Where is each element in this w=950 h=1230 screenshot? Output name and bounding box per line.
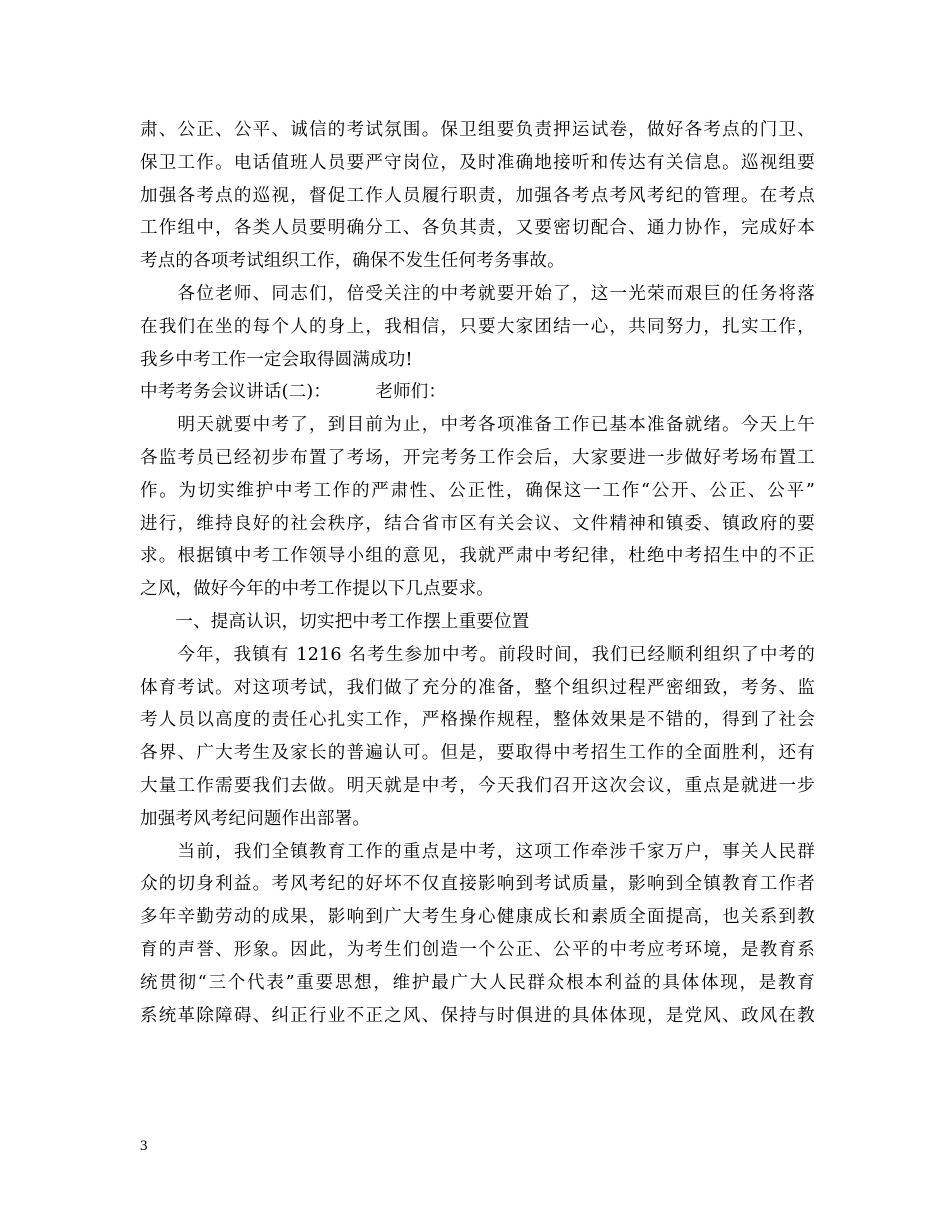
text-line: 保卫工作。电话值班人员要严守岗位，及时准确地接听和传达有关信息。巡视组要 bbox=[140, 152, 815, 173]
text-line: 当前，我们全镇教育工作的重点是中考，这项工作牵涉千家万户，事关人民群 bbox=[140, 841, 815, 862]
text-line: 系统革除障碍、纠正行业不正之风、保持与时俱进的具体体现，是党风、政风在教 bbox=[140, 1005, 815, 1026]
text-line: 作。为切实维护中考工作的严肃性、公正性，确保这一工作“公开、公正、公平” bbox=[140, 480, 815, 501]
paragraph-5 bbox=[140, 836, 815, 1033]
text-line: 之风，做好今年的中考工作提以下几点要求。 bbox=[140, 579, 494, 600]
page-number: 3 bbox=[140, 1138, 148, 1154]
text-line: 一、提高认识，切实把中考工作摆上重要位置 bbox=[140, 611, 530, 632]
text-line: 工作组中，各类人员要明确分工、各负其责，又要密切配合、通力协作，完成好本 bbox=[140, 218, 815, 239]
document-body bbox=[140, 114, 815, 1032]
text-line: 今年，我镇有 1216 名考生参加中考。前段时间，我们已经顺利组织了中考的 bbox=[140, 644, 815, 665]
text-line: 在我们在坐的每个人的身上，我相信，只要大家团结一心，共同努力，扎实工作， bbox=[140, 316, 815, 337]
text-line: 中考考务会议讲话(二)： 老师们： bbox=[140, 382, 447, 403]
text-line: 明天就要中考了，到目前为止，中考各项准备工作已基本准备就绪。今天上午 bbox=[140, 415, 815, 436]
text-line: 大量工作需要我们去做。明天就是中考，今天我们召开这次会议，重点是就进一步 bbox=[140, 775, 815, 796]
paragraph-4 bbox=[140, 639, 815, 836]
text-line: 加强各考点的巡视，督促工作人员履行职责，加强各考点考风考纪的管理。在考点 bbox=[140, 185, 815, 206]
text-line: 体育考试。对这项考试，我们做了充分的准备，整个组织过程严密细致，考务、监 bbox=[140, 677, 815, 698]
text-line: 统贯彻“三个代表”重要思想，维护最广大人民群众根本利益的具体体现，是教育 bbox=[140, 972, 815, 993]
section-heading bbox=[140, 376, 815, 409]
text-line: 进行，维持良好的社会秩序，结合省市区有关会议、文件精神和镇委、镇政府的要 bbox=[140, 513, 815, 534]
text-line: 考点的各项考试组织工作，确保不发生任何考务事故。 bbox=[140, 251, 565, 272]
text-line: 各界、广大考生及家长的普遍认可。但是，要取得中考招生工作的全面胜利，还有 bbox=[140, 743, 815, 764]
text-line: 考人员以高度的责任心扎实工作，严格操作规程，整体效果是不错的，得到了社会 bbox=[140, 710, 815, 731]
text-line: 育的声誉、形象。因此，为考生们创造一个公正、公平的中考应考环境，是教育系 bbox=[140, 939, 815, 960]
paragraph-2 bbox=[140, 278, 815, 376]
text-line: 各位老师、同志们，倍受关注的中考就要开始了，这一光荣而艰巨的任务将落 bbox=[140, 283, 815, 304]
text-line: 我乡中考工作一定会取得圆满成功! bbox=[140, 349, 413, 370]
subheading-1 bbox=[140, 606, 815, 639]
paragraph-3 bbox=[140, 409, 815, 606]
text-line: 多年辛勤劳动的成果，影响到广大考生身心健康成长和素质全面提高，也关系到教 bbox=[140, 907, 815, 928]
paragraph-1 bbox=[140, 114, 815, 278]
text-line: 肃、公正、公平、诚信的考试氛围。保卫组要负责押运试卷，做好各考点的门卫、 bbox=[140, 120, 815, 140]
text-line: 加强考风考纪问题作出部署。 bbox=[140, 808, 371, 829]
text-line: 众的切身利益。考风考纪的好坏不仅直接影响到考试质量，影响到全镇教育工作者 bbox=[140, 874, 815, 895]
text-line: 求。根据镇中考工作领导小组的意见，我就严肃中考纪律，杜绝中考招生中的不正 bbox=[140, 546, 815, 567]
text-line: 各监考员已经初步布置了考场，开完考务工作会后，大家要进一步做好考场布置工 bbox=[140, 447, 815, 468]
